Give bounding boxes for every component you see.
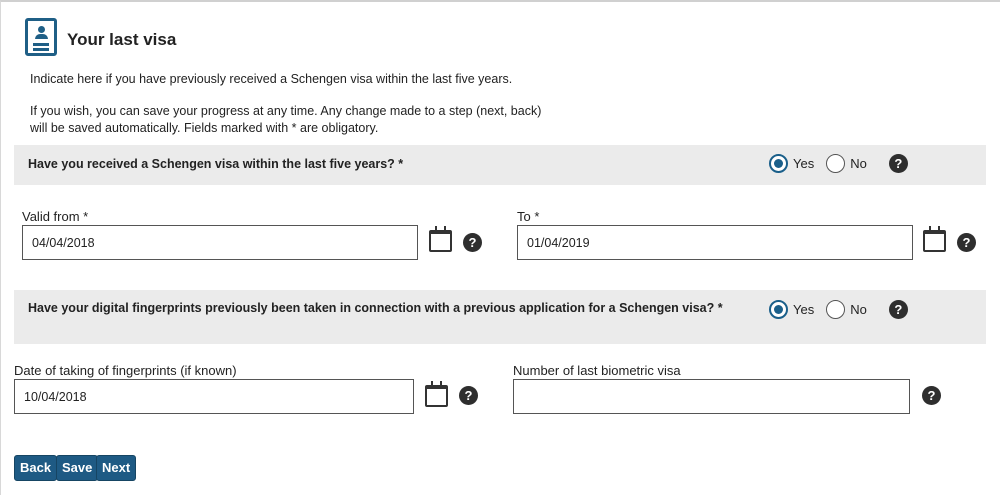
intro-text: Indicate here if you have previously received a Schengen visa within the last five years.	[30, 72, 513, 86]
info-text-line: If you wish, you can save your progress at any time. Any change made to a step (next, back)	[30, 104, 542, 118]
radio-no-label: No	[850, 156, 867, 171]
valid-from-label: Valid from *	[22, 209, 89, 224]
info-text	[30, 103, 590, 137]
fingerprint-date-input[interactable]	[14, 379, 414, 414]
back-button[interactable]: Back	[14, 455, 57, 481]
radio-yes-schengen-visa[interactable]	[769, 154, 788, 173]
fingerprint-date-label: Date of taking of fingerprints (if known)	[14, 363, 237, 378]
fingerprints-radio-group	[769, 300, 908, 319]
help-icon[interactable]: ?	[463, 233, 482, 252]
help-icon[interactable]: ?	[459, 386, 478, 405]
help-icon[interactable]: ?	[922, 386, 941, 405]
calendar-icon[interactable]	[425, 385, 448, 407]
help-icon[interactable]: ?	[889, 300, 908, 319]
biometric-visa-input[interactable]	[513, 379, 910, 414]
question-schengen-visa-text: Have you received a Schengen visa within the last five years? *	[28, 157, 404, 171]
calendar-icon[interactable]	[923, 230, 946, 252]
radio-yes-fingerprints[interactable]	[769, 300, 788, 319]
id-card-icon	[25, 18, 57, 56]
radio-yes-label: Yes	[793, 302, 815, 317]
page-title: Your last visa	[67, 30, 177, 49]
question-fingerprints-text: Have your digital fingerprints previously been taken in connection with a previous application for a Schengen visa? *	[28, 301, 723, 315]
help-icon[interactable]: ?	[889, 154, 908, 173]
schengen-visa-radio-group	[769, 154, 908, 173]
biometric-visa-label: Number of last biometric visa	[513, 363, 681, 378]
question-fingerprints	[14, 290, 986, 344]
save-button[interactable]: Save	[56, 455, 98, 481]
question-schengen-visa	[14, 145, 986, 185]
info-text-line: will be saved automatically. Fields marked with * are obligatory.	[30, 121, 379, 135]
valid-to-input[interactable]	[517, 225, 913, 260]
radio-no-fingerprints[interactable]	[826, 300, 845, 319]
next-button[interactable]: Next	[96, 455, 136, 481]
calendar-icon[interactable]	[429, 230, 452, 252]
radio-no-schengen-visa[interactable]	[826, 154, 845, 173]
radio-yes-label: Yes	[793, 156, 815, 171]
help-icon[interactable]: ?	[957, 233, 976, 252]
valid-to-label: To *	[517, 209, 540, 224]
valid-from-input[interactable]	[22, 225, 418, 260]
radio-no-label: No	[850, 302, 867, 317]
